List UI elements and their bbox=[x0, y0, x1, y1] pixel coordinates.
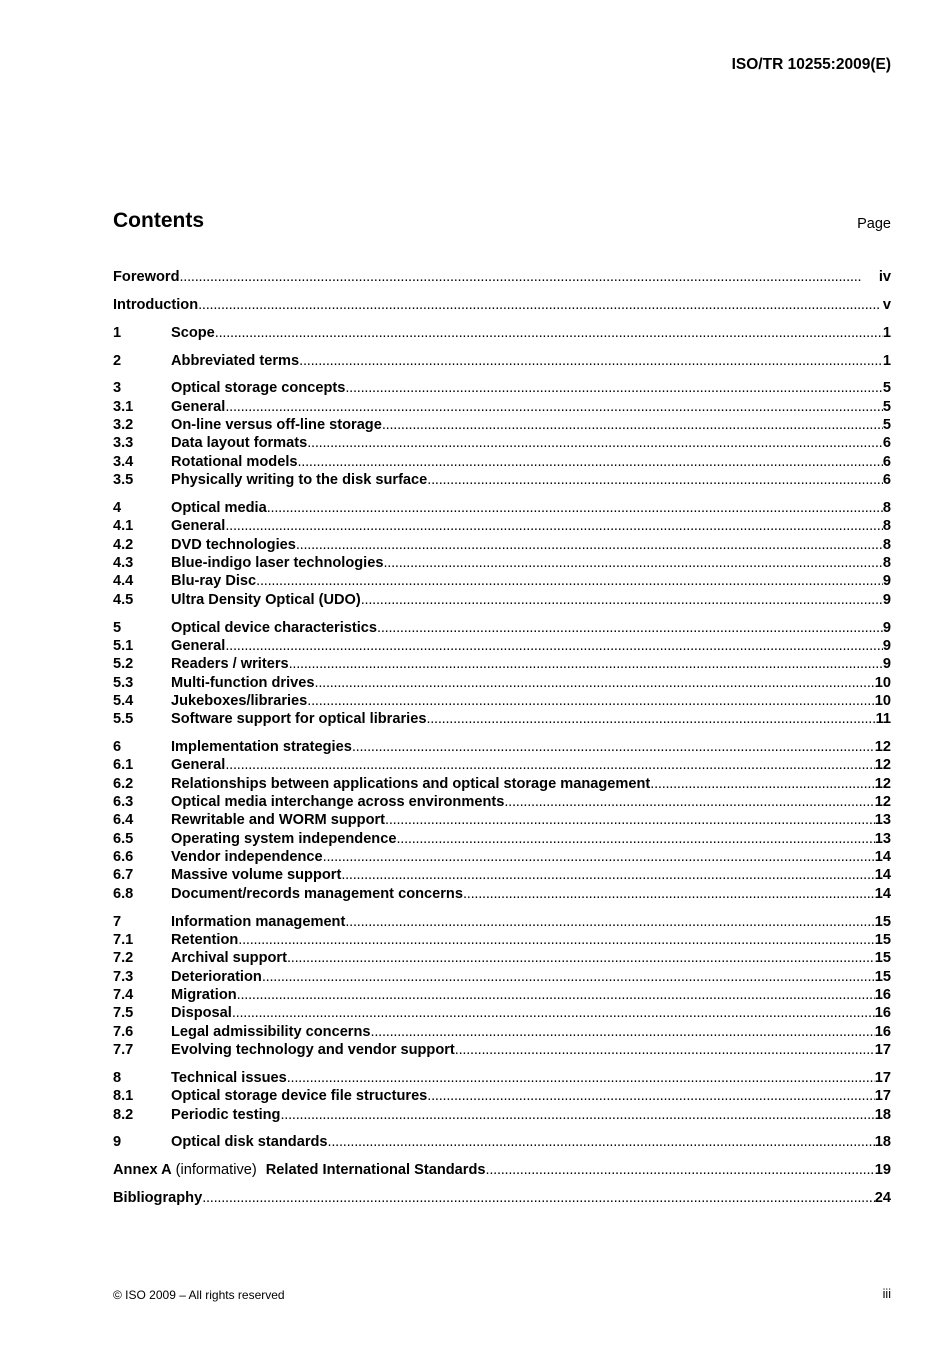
toc-entry-number: 6.4 bbox=[113, 812, 134, 829]
toc-entry[interactable] bbox=[113, 931, 891, 949]
toc-entry-page: 12 bbox=[874, 794, 891, 811]
toc-leader-dots bbox=[225, 517, 883, 535]
toc-entry[interactable] bbox=[113, 471, 891, 489]
toc-entry-number: 7.6 bbox=[113, 1023, 134, 1040]
toc-entry-bibliography[interactable] bbox=[113, 1189, 891, 1207]
toc-entry-number: 6 bbox=[113, 739, 122, 756]
toc-entry-number: 6.5 bbox=[113, 830, 134, 847]
toc-leader-dots bbox=[289, 655, 883, 673]
toc-entry-page: iv bbox=[878, 269, 891, 285]
toc-entry-number: 1 bbox=[113, 324, 122, 341]
toc-leader-dots bbox=[323, 848, 875, 866]
toc-leader-dots bbox=[352, 738, 875, 756]
toc-entry-title: Data layout formats bbox=[171, 435, 308, 452]
toc-entry[interactable] bbox=[113, 499, 891, 517]
toc-entry[interactable] bbox=[113, 885, 891, 903]
toc-entry-page: 5 bbox=[882, 398, 891, 415]
toc-entry[interactable] bbox=[113, 554, 891, 572]
toc-leader-dots bbox=[287, 1069, 875, 1087]
toc-entry-title: Ultra Density Optical (UDO) bbox=[171, 591, 361, 608]
toc-leader-dots bbox=[198, 296, 883, 314]
toc-entry-number: 5.2 bbox=[113, 656, 134, 673]
toc-leader-dots bbox=[225, 637, 883, 655]
toc-entry-page: 11 bbox=[875, 711, 891, 728]
toc-entry-page: 15 bbox=[874, 932, 891, 948]
toc-entry-title: Massive volume support bbox=[171, 867, 342, 884]
toc-entry-title: Abbreviated terms bbox=[171, 352, 300, 369]
toc-entry-page: 13 bbox=[874, 812, 891, 829]
toc-entry-number: 4.4 bbox=[113, 573, 134, 590]
toc-entry-number: 3.2 bbox=[113, 417, 134, 434]
page-column-label: Page bbox=[857, 216, 891, 232]
toc-entry-page: 16 bbox=[874, 1005, 891, 1022]
toc-entry-number: 7.1 bbox=[113, 932, 134, 948]
toc-leader-dots bbox=[280, 1106, 874, 1124]
toc-entry-number: 3.4 bbox=[113, 453, 134, 470]
toc-entry[interactable] bbox=[113, 655, 891, 673]
toc-entry-title: Multi-function drives bbox=[171, 674, 315, 691]
toc-entry-page: 15 bbox=[874, 913, 891, 930]
toc-entry-page: 16 bbox=[874, 987, 891, 1004]
toc-entry[interactable] bbox=[113, 913, 891, 931]
toc-entry-number: 7.3 bbox=[113, 968, 134, 985]
toc-entry-number: 4 bbox=[113, 499, 122, 516]
toc-entry-page: 6 bbox=[882, 435, 891, 452]
toc-entry-page: 5 bbox=[882, 417, 891, 434]
toc-entry-title: Technical issues bbox=[171, 1069, 287, 1086]
toc-entry-number: 7.7 bbox=[113, 1042, 134, 1059]
toc-leader-dots bbox=[315, 674, 875, 692]
toc-entry-title: Jukeboxes/libraries bbox=[171, 692, 308, 709]
toc-entry-title: Evolving technology and vendor support bbox=[171, 1042, 455, 1059]
toc-entry-page: 1 bbox=[882, 352, 891, 369]
annex-label: Annex A bbox=[113, 1162, 172, 1179]
toc-entry-title: Readers / writers bbox=[171, 656, 289, 673]
toc-leader-dots bbox=[504, 793, 874, 811]
copyright-notice: © ISO 2009 – All rights reserved bbox=[113, 1288, 285, 1302]
toc-leader-dots bbox=[232, 1004, 875, 1022]
toc-entry-title: Vendor independence bbox=[171, 849, 323, 866]
toc-leader-dots bbox=[341, 866, 874, 884]
toc-leader-dots bbox=[237, 986, 875, 1004]
toc-entry-page: 15 bbox=[874, 968, 891, 985]
toc-entry[interactable] bbox=[113, 1106, 891, 1124]
toc-leader-dots bbox=[345, 913, 874, 931]
toc-entry[interactable] bbox=[113, 1133, 891, 1151]
toc-leader-dots bbox=[202, 1189, 875, 1207]
toc-entry-number: 7 bbox=[113, 913, 122, 930]
toc-entry-title: Operating system independence bbox=[171, 830, 397, 847]
annex-type: (informative) bbox=[175, 1162, 257, 1179]
toc-entry[interactable] bbox=[113, 738, 891, 756]
toc-entry-number: 2 bbox=[113, 352, 122, 369]
toc-entry-title: Relationships between applications and optical storage management bbox=[171, 775, 651, 792]
toc-entry[interactable] bbox=[113, 536, 891, 554]
toc-leader-dots bbox=[328, 1133, 875, 1151]
toc-leader-dots bbox=[299, 352, 883, 370]
toc-entry-title: Disposal bbox=[171, 1005, 232, 1022]
toc-entry-title: General bbox=[171, 757, 226, 774]
toc-leader-dots bbox=[650, 775, 875, 793]
toc-entry-number: 6.8 bbox=[113, 885, 134, 902]
toc-leader-dots bbox=[225, 756, 874, 774]
toc-entry-page: 9 bbox=[882, 619, 891, 636]
toc-entry-page: 19 bbox=[874, 1162, 891, 1179]
toc-entry[interactable] bbox=[113, 793, 891, 811]
toc-leader-dots bbox=[345, 379, 883, 397]
toc-leader-dots bbox=[215, 324, 883, 342]
toc-entry-title: Implementation strategies bbox=[171, 739, 352, 756]
toc-entry-title: Foreword bbox=[113, 269, 180, 285]
toc-entry[interactable] bbox=[113, 1087, 891, 1105]
toc-entry-title: Optical storage device file structures bbox=[171, 1088, 428, 1105]
toc-leader-dots bbox=[377, 619, 883, 637]
toc-entry-title: DVD technologies bbox=[171, 536, 296, 553]
toc-leader-dots bbox=[427, 471, 883, 489]
toc-entry[interactable] bbox=[113, 1023, 891, 1041]
toc-entry-number: 6.1 bbox=[113, 757, 134, 774]
toc-entry-number: 7.2 bbox=[113, 950, 134, 967]
toc-entry-page: 17 bbox=[874, 1088, 891, 1105]
table-of-contents bbox=[113, 268, 891, 1207]
toc-entry-title: Rewritable and WORM support bbox=[171, 812, 386, 829]
toc-entry-number: 6.3 bbox=[113, 794, 134, 811]
toc-entry-title: Optical disk standards bbox=[171, 1134, 328, 1151]
toc-entry[interactable] bbox=[113, 324, 891, 342]
toc-leader-dots bbox=[396, 830, 874, 848]
toc-leader-dots bbox=[296, 536, 883, 554]
toc-entry-page: 8 bbox=[882, 554, 891, 571]
toc-entry-number: 5.1 bbox=[113, 637, 134, 654]
toc-entry-page: 12 bbox=[874, 757, 891, 774]
toc-entry-page: 14 bbox=[874, 885, 891, 902]
toc-leader-dots bbox=[486, 1161, 875, 1179]
toc-entry[interactable] bbox=[113, 775, 891, 793]
toc-entry-title: Optical device characteristics bbox=[171, 619, 378, 636]
toc-entry[interactable] bbox=[113, 830, 891, 848]
toc-leader-dots bbox=[383, 554, 882, 572]
toc-leader-dots bbox=[426, 710, 875, 728]
toc-entry-page: 8 bbox=[882, 536, 891, 553]
toc-entry[interactable] bbox=[113, 811, 891, 829]
toc-leader-dots bbox=[256, 572, 883, 590]
toc-entry-title: Physically writing to the disk surface bbox=[171, 472, 428, 489]
toc-entry-number: 8.1 bbox=[113, 1088, 134, 1105]
toc-leader-dots bbox=[427, 1087, 874, 1105]
toc-entry-title: Retention bbox=[171, 932, 239, 948]
toc-entry[interactable] bbox=[113, 268, 891, 286]
toc-entry-title: Software support for optical libraries bbox=[171, 711, 427, 728]
toc-entry-page: v bbox=[882, 296, 891, 313]
toc-entry-page: 9 bbox=[882, 573, 891, 590]
toc-leader-dots bbox=[238, 931, 874, 949]
toc-leader-dots bbox=[455, 1041, 875, 1059]
toc-entry-page: 12 bbox=[874, 775, 891, 792]
toc-entry-page: 15 bbox=[874, 950, 891, 967]
toc-entry[interactable] bbox=[113, 692, 891, 710]
toc-entry-page: 14 bbox=[874, 849, 891, 866]
toc-entry-title: Rotational models bbox=[171, 453, 298, 470]
toc-entry-page: 14 bbox=[874, 867, 891, 884]
toc-entry-title: Blue-indigo laser technologies bbox=[171, 554, 384, 571]
toc-entry-title: Periodic testing bbox=[171, 1106, 281, 1123]
toc-entry[interactable] bbox=[113, 756, 891, 774]
toc-entry-number: 4.5 bbox=[113, 591, 134, 608]
toc-entry-title: On-line versus off-line storage bbox=[171, 417, 382, 434]
toc-entry[interactable] bbox=[113, 434, 891, 452]
toc-entry-number: 6.6 bbox=[113, 849, 134, 866]
toc-entry-page: 17 bbox=[874, 1069, 891, 1086]
toc-leader-dots bbox=[287, 949, 875, 967]
toc-entry[interactable] bbox=[113, 453, 891, 471]
toc-entry[interactable] bbox=[113, 296, 891, 314]
toc-entry-page: 16 bbox=[874, 1023, 891, 1040]
toc-entry-number: 4.2 bbox=[113, 536, 134, 553]
toc-entry[interactable] bbox=[113, 1004, 891, 1022]
toc-entry-page: 18 bbox=[874, 1106, 891, 1123]
toc-leader-dots bbox=[385, 811, 875, 829]
toc-entry-number: 5 bbox=[113, 619, 122, 636]
toc-leader-dots bbox=[262, 968, 875, 986]
toc-entry-annex[interactable] bbox=[113, 1161, 891, 1179]
toc-entry-page: 12 bbox=[874, 739, 891, 756]
toc-entry-number: 8.2 bbox=[113, 1106, 134, 1123]
toc-entry-page: 6 bbox=[882, 472, 891, 489]
toc-entry-page: 9 bbox=[882, 637, 891, 654]
toc-leader-dots bbox=[179, 268, 878, 286]
toc-leader-dots bbox=[307, 434, 883, 452]
toc-entry-title: Scope bbox=[171, 324, 215, 341]
toc-entry-title: Optical storage concepts bbox=[171, 380, 346, 397]
toc-entry-page: 8 bbox=[882, 499, 891, 516]
toc-leader-dots bbox=[371, 1023, 875, 1041]
toc-leader-dots bbox=[382, 416, 883, 434]
toc-entry-number: 4.1 bbox=[113, 518, 134, 535]
toc-entry[interactable] bbox=[113, 637, 891, 655]
toc-entry-number: 7.4 bbox=[113, 987, 134, 1004]
toc-entry-title: Migration bbox=[171, 987, 237, 1004]
toc-entry[interactable] bbox=[113, 949, 891, 967]
toc-entry[interactable] bbox=[113, 968, 891, 986]
toc-entry-page: 17 bbox=[874, 1042, 891, 1059]
toc-entry[interactable] bbox=[113, 1069, 891, 1087]
footer-page-number: iii bbox=[882, 1287, 891, 1301]
toc-entry[interactable] bbox=[113, 848, 891, 866]
toc-entry-title: Bibliography bbox=[113, 1190, 203, 1207]
toc-leader-dots bbox=[298, 453, 883, 471]
toc-entry-page: 24 bbox=[874, 1190, 891, 1207]
toc-entry-page: 9 bbox=[882, 656, 891, 673]
toc-leader-dots bbox=[225, 398, 883, 416]
document-id: ISO/TR 10255:2009(E) bbox=[731, 56, 891, 73]
toc-entry-page: 5 bbox=[882, 380, 891, 397]
toc-entry[interactable] bbox=[113, 591, 891, 609]
toc-entry-title: Optical media bbox=[171, 499, 267, 516]
toc-entry-title: Optical media interchange across environments bbox=[171, 794, 505, 811]
toc-entry[interactable] bbox=[113, 674, 891, 692]
toc-leader-dots bbox=[267, 499, 883, 517]
toc-entry[interactable] bbox=[113, 572, 891, 590]
toc-entry[interactable] bbox=[113, 710, 891, 728]
toc-entry-title: Legal admissibility concerns bbox=[171, 1023, 371, 1040]
toc-entry-number: 5.5 bbox=[113, 711, 134, 728]
toc-entry[interactable] bbox=[113, 398, 891, 416]
toc-entry-number: 3 bbox=[113, 380, 122, 397]
contents-heading: Contents bbox=[113, 209, 204, 232]
toc-entry-number: 8 bbox=[113, 1069, 122, 1086]
toc-leader-dots bbox=[361, 591, 883, 609]
toc-entry[interactable] bbox=[113, 352, 891, 370]
toc-entry-title: Document/records management concerns bbox=[171, 885, 463, 902]
toc-entry-page: 8 bbox=[882, 518, 891, 535]
toc-entry[interactable] bbox=[113, 517, 891, 535]
toc-entry-title: General bbox=[171, 637, 226, 654]
toc-entry-title: Introduction bbox=[113, 296, 199, 313]
toc-entry-title: General bbox=[171, 518, 226, 535]
toc-entry-page: 18 bbox=[874, 1134, 891, 1151]
toc-entry-page: 10 bbox=[874, 692, 891, 709]
toc-entry-title: Deterioration bbox=[171, 968, 262, 985]
toc-entry-page: 1 bbox=[882, 324, 891, 341]
toc-entry-page: 10 bbox=[874, 674, 891, 691]
toc-entry-number: 7.5 bbox=[113, 1005, 134, 1022]
toc-entry-title: Information management bbox=[171, 913, 346, 930]
toc-entry-page: 6 bbox=[882, 453, 891, 470]
annex-title: Related International Standards bbox=[265, 1162, 486, 1179]
toc-entry[interactable] bbox=[113, 1041, 891, 1059]
toc-entry[interactable] bbox=[113, 379, 891, 397]
toc-leader-dots bbox=[307, 692, 874, 710]
toc-entry-page: 13 bbox=[874, 830, 891, 847]
toc-leader-dots bbox=[463, 885, 875, 903]
toc-entry-number: 3.5 bbox=[113, 472, 134, 489]
toc-entry-title: Archival support bbox=[171, 950, 287, 967]
toc-entry-number: 3.3 bbox=[113, 435, 134, 452]
toc-entry-number: 5.3 bbox=[113, 674, 134, 691]
toc-entry-number: 6.7 bbox=[113, 867, 134, 884]
toc-entry[interactable] bbox=[113, 416, 891, 434]
toc-entry-page: 9 bbox=[882, 591, 891, 608]
toc-entry-title: General bbox=[171, 398, 226, 415]
toc-entry-number: 5.4 bbox=[113, 692, 134, 709]
toc-entry-number: 4.3 bbox=[113, 554, 134, 571]
toc-entry-number: 9 bbox=[113, 1134, 122, 1151]
toc-entry[interactable] bbox=[113, 986, 891, 1004]
toc-entry-number: 3.1 bbox=[113, 398, 134, 415]
toc-entry[interactable] bbox=[113, 619, 891, 637]
toc-entry-title: Blu-ray Disc bbox=[171, 573, 257, 590]
toc-entry-number: 6.2 bbox=[113, 775, 134, 792]
toc-entry[interactable] bbox=[113, 866, 891, 884]
